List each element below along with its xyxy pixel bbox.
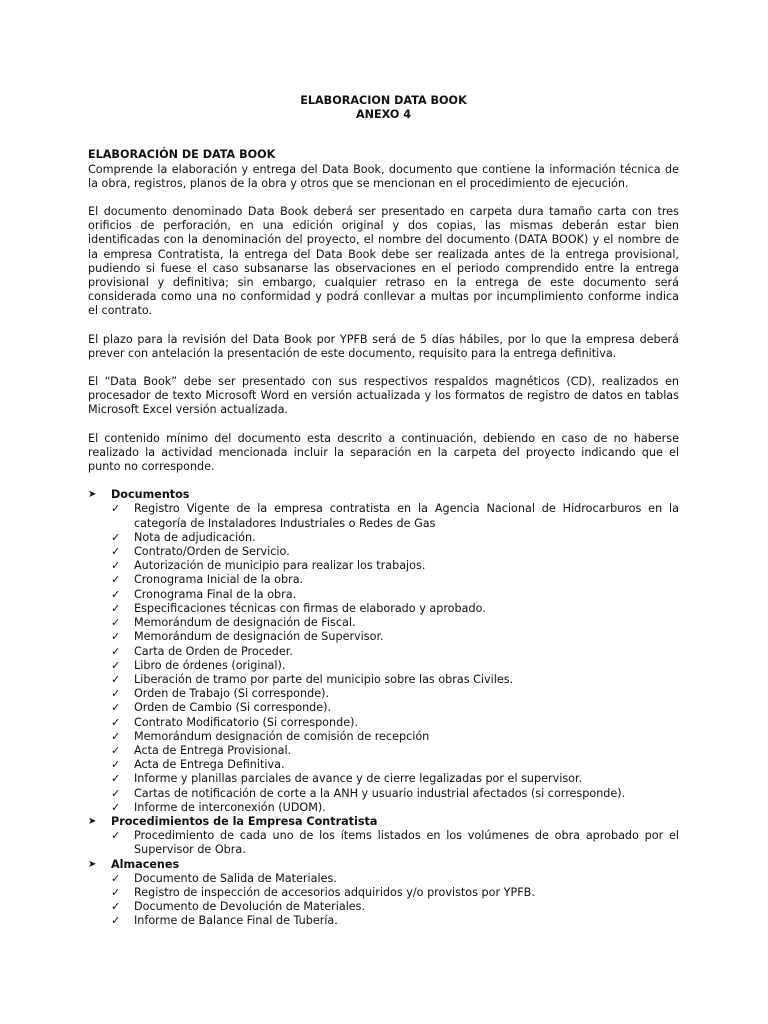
- checkmark-icon: ✓: [111, 644, 121, 658]
- paragraph: El plazo para la revisión del Data Book por YPFB será de 5 días hábiles, por lo que la empresa deberá prever con antelación la presentación de este documento, requisito para la entrega definitiva.: [88, 332, 679, 360]
- checklist-item-text: Carta de Orden de Proceder.: [134, 644, 293, 658]
- checklist-item: [111, 616, 679, 630]
- checklist-item: [111, 531, 679, 545]
- checkmark-icon: ✓: [111, 630, 121, 644]
- section-heading: ELABORACIÓN DE DATA BOOK: [88, 148, 276, 162]
- checkmark-icon: ✓: [111, 800, 121, 814]
- checkmark-icon: ✓: [111, 729, 121, 743]
- checklist-item-text: Nota de adjudicación.: [134, 530, 256, 544]
- checklist-item-text: Registro de inspección de accesorios adquiridos y/o provistos por YPFB.: [134, 885, 535, 899]
- checklist-item-text: Documento de Salida de Materiales.: [134, 871, 337, 885]
- checklist-item-text: Documento de Devolución de Materiales.: [134, 900, 366, 914]
- checkmark-icon: ✓: [111, 530, 121, 544]
- checklist-item: [111, 829, 679, 857]
- checkmark-icon: ✓: [111, 616, 121, 630]
- checklist-item-text: Autorización de municipio para realizar los trabajos.: [134, 559, 426, 573]
- checkmark-icon: ✓: [111, 743, 121, 757]
- checklist-item: [111, 573, 679, 587]
- paragraph: El contenido mínimo del documento esta descrito a continuación, debiendo en caso de no haberse realizado la actividad mencionada incluir la separación en la carpeta del proyecto indicando que el punto no corresponde.: [88, 431, 679, 474]
- checklist-item: [111, 687, 679, 701]
- checklist-item: [111, 602, 679, 616]
- checklist-item: [111, 630, 679, 644]
- checkmark-icon: ✓: [111, 900, 121, 914]
- checklist-item-text: Especificaciones técnicas con firmas de elaborado y aprobado.: [134, 601, 486, 615]
- checklist-item-text: Cronograma Inicial de la obra.: [134, 573, 304, 587]
- checklist-item-text: Informe de interconexión (UDOM).: [134, 800, 326, 814]
- checklist-item: [111, 588, 679, 602]
- group-title: Procedimientos de la Empresa Contratista: [111, 814, 378, 828]
- checklist-item-text: Memorándum designación de comisión de recepción: [134, 729, 430, 743]
- checkmark-icon: ✓: [111, 829, 121, 843]
- paragraph: El “Data Book” debe ser presentado con sus respectivos respaldos magnéticos (CD), realizados en procesador de texto Microsoft Word en versión actualizada y los formatos de registro de datos en tablas Microsoft Excel versión actualizada.: [88, 375, 679, 417]
- checklist-item: [111, 801, 679, 815]
- checkmark-icon: ✓: [111, 687, 121, 701]
- checklist-item-text: Liberación de tramo por parte del municipio sobre las obras Civiles.: [134, 672, 514, 686]
- checkmark-icon: ✓: [111, 573, 121, 587]
- checklist-item: [111, 772, 679, 786]
- checkmark-icon: ✓: [111, 587, 121, 601]
- checklist-item-text: Libro de órdenes (original).: [134, 658, 286, 672]
- checklist-item: [111, 744, 679, 758]
- checkmark-icon: ✓: [111, 786, 121, 800]
- checkmark-icon: ✓: [111, 545, 121, 559]
- checklist-item-text: Acta de Entrega Definitiva.: [134, 758, 285, 772]
- checkmark-icon: ✓: [111, 758, 121, 772]
- checklist-item: [111, 545, 679, 559]
- checklist-item-text: Registro Vigente de la empresa contratista en la Agencia Nacional de Hidrocarburos en la categoría de Instaladores Industriales o Redes de Gas: [134, 502, 679, 530]
- checklist-item-text: Memorándum de designación de Fiscal.: [134, 616, 356, 630]
- checklist-item: [111, 914, 679, 928]
- checklist-item: [111, 559, 679, 573]
- checklist: [111, 872, 679, 929]
- group-item: [88, 488, 679, 815]
- checklist-item-text: Contrato Modificatorio (Si corresponde).: [134, 715, 359, 729]
- checklist-item-text: Orden de Cambio (Si corresponde).: [134, 701, 332, 715]
- arrow-bullet-icon: ➤: [88, 489, 97, 501]
- checklist: [111, 829, 679, 857]
- arrow-bullet-icon: ➤: [88, 815, 97, 827]
- checklist-item-text: Cronograma Final de la obra.: [134, 587, 297, 601]
- checklist-item: [111, 900, 679, 914]
- checkmark-icon: ✓: [111, 914, 121, 928]
- checkmark-icon: ✓: [111, 672, 121, 686]
- checklist-item: [111, 758, 679, 772]
- checkmark-icon: ✓: [111, 658, 121, 672]
- paragraph: El documento denominado Data Book deberá ser presentado en carpeta dura tamaño carta con tres orificios de perforación, en una edición original y dos copias, las mismas deberán estar bien identificadas con la denominación del proyecto, el nombre del documento (DATA BOOK) y el nombre de la empresa Contratista, la entrega del Data Book debe ser realizada antes de la entrega provisional, pudiendo si fuese el caso subsanarse las observaciones en el periodo comprendido entre la entrega provisional y definitiva; sin embargo, cualquier retraso en la entrega de este documento será considerada como una no conformidad y podrá conllevar a multas por incumplimiento conforme indica el contrato.: [88, 205, 679, 318]
- checklist-item: [111, 787, 679, 801]
- checklist-item-text: Cartas de notificación de corte a la ANH y usuario industrial afectados (si corresponde).: [134, 786, 626, 800]
- checkmark-icon: ✓: [111, 502, 121, 516]
- checklist-item: [111, 886, 679, 900]
- checklist-item: [111, 716, 679, 730]
- checkmark-icon: ✓: [111, 885, 121, 899]
- paragraph: Comprende la elaboración y entrega del Data Book, documento que contiene la información técnica de la obra, registros, planos de la obra y otros que se mencionan en el procedimiento de ejecución.: [88, 162, 679, 190]
- content-list: [88, 488, 679, 928]
- checkmark-icon: ✓: [111, 772, 121, 786]
- checklist-item: [111, 645, 679, 659]
- checklist-item: [111, 673, 679, 687]
- checklist-item: [111, 730, 679, 744]
- checkmark-icon: ✓: [111, 559, 121, 573]
- checklist-item-text: Contrato/Orden de Servicio.: [134, 545, 290, 559]
- arrow-bullet-icon: ➤: [88, 858, 97, 870]
- checklist-item-text: Informe y planillas parciales de avance y de cierre legalizadas por el supervisor.: [134, 772, 583, 786]
- checkmark-icon: ✓: [111, 871, 121, 885]
- checklist-item: [111, 701, 679, 715]
- checklist: [111, 502, 679, 814]
- checklist-item-text: Orden de Trabajo (Si corresponde).: [134, 687, 330, 701]
- document-subtitle: ANEXO 4: [355, 108, 412, 122]
- document-title: ELABORACION DATA BOOK: [300, 94, 467, 107]
- checkmark-icon: ✓: [111, 601, 121, 615]
- checklist-item-text: Acta de Entrega Provisional.: [134, 743, 292, 757]
- document-page: [88, 94, 679, 929]
- checkmark-icon: ✓: [111, 701, 121, 715]
- checklist-item-text: Informe de Balance Final de Tubería.: [134, 914, 338, 928]
- checklist-item: [111, 502, 679, 530]
- group-title: Documentos: [111, 488, 190, 502]
- checklist-item: [111, 872, 679, 886]
- checklist-item: [111, 659, 679, 673]
- group-title: Almacenes: [111, 857, 180, 871]
- checklist-item-text: Memorándum de designación de Supervisor.: [134, 630, 384, 644]
- group-item: [88, 815, 679, 858]
- group-item: [88, 858, 679, 929]
- checkmark-icon: ✓: [111, 715, 121, 729]
- checklist-item-text: Procedimiento de cada uno de los ítems listados en los volúmenes de obra aprobado por el Supervisor de Obra.: [134, 829, 679, 857]
